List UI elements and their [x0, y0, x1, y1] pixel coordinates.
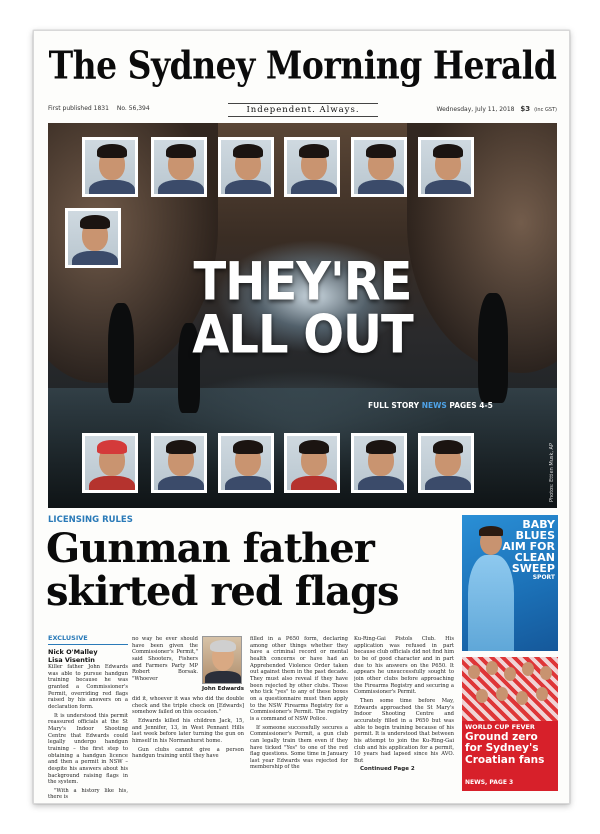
masthead	[48, 43, 557, 123]
boy-portrait	[418, 137, 474, 197]
paragraph: "With a history like his, there is	[48, 787, 128, 799]
boy-portrait	[151, 433, 207, 493]
boy-portrait	[218, 137, 274, 197]
paragraph: did it, whoever it was who did the double check and the triple check on [Edwards] somehow failed on this occasion."	[132, 696, 244, 716]
price-note: (inc GST)	[534, 107, 557, 113]
promo-line: AIM FOR	[502, 540, 555, 553]
paragraph: Killer father John Edwards was able to pursue handgun training because he was granted a Commissioner's Permit, overriding red flags raised by his answers on a declaration form.	[48, 664, 128, 710]
story-column-4	[354, 636, 454, 799]
promo-page-ref: NEWS, PAGE 3	[465, 779, 514, 786]
sport-promo[interactable]	[462, 515, 558, 651]
promo-line: SWEEP	[511, 562, 555, 575]
boy-portrait	[82, 137, 138, 197]
boy-portrait	[218, 433, 274, 493]
exclusive-label: EXCLUSIVE	[48, 634, 128, 645]
issue-number: No. 56,394	[116, 105, 150, 112]
promo-kicker: WORLD CUP FEVER	[465, 723, 535, 731]
masthead-tagline: Independent. Always.	[228, 103, 378, 117]
story-kicker: LICENSING RULES	[48, 515, 133, 525]
promo-line: BLUES	[515, 529, 555, 542]
price: $3	[520, 105, 531, 113]
paragraph: Ku-Ring-Gai Pistols Club. His application was refused in part because club officials did not find him to be of good character and in part due to his answers on the P650. It appears he unsuccessfully sought to join other clubs before approaching the Firearms Registry and securing a Commissioner's Permit.	[354, 636, 454, 696]
paragraph: Edwards killed his children Jack, 15, and Jennifer, 13, in West Pennant Hills last week before later turning the gun on himself in his Normanhurst home.	[132, 717, 244, 744]
paragraph: It is understood this permit reassured officials at the St Mary's Indoor Shooting Centre that Edwards could legally undergo handgun training – the first step to obtaining a handgun licence and then a permit in NSW – despite his answers about his background raising flags in the system.	[48, 712, 128, 786]
photo-headline-line1: THEY'RE	[193, 251, 412, 313]
photo-headline-line2: ALL OUT	[192, 304, 413, 366]
promo-headline: Ground zero for Sydney's Croatian fans	[465, 731, 545, 766]
boy-portrait	[351, 433, 407, 493]
promo-line: CLEAN	[514, 551, 555, 564]
boy-portrait	[284, 433, 340, 493]
boy-portrait	[82, 433, 138, 493]
paragraph: no way he ever should have been given the Commissioner's Permit," said Shooters, Fishers and Farmers Party MP Robert Borsak. "Whoever	[132, 636, 198, 682]
issue-date: Wednesday, July 11, 2018	[436, 106, 515, 113]
boy-portrait	[351, 137, 407, 197]
story-headline: Gunman father skirted red flags	[46, 525, 399, 616]
author-name: Nick O'Malley	[48, 648, 98, 656]
continued-link[interactable]: Continued Page 2	[360, 766, 415, 773]
cave-rescue-photo	[48, 123, 557, 508]
paragraph: Gun clubs cannot give a person handgun training until they have	[132, 746, 244, 760]
promo-section: SPORT	[532, 574, 555, 581]
john-edwards-photo	[202, 636, 242, 684]
photo-caption: John Edwards	[202, 686, 244, 692]
story-column-2b	[132, 696, 244, 799]
first-published: First published 1831	[48, 105, 109, 112]
promo-line: BABY	[522, 518, 555, 531]
masthead-title: The Sydney Morning Herald	[48, 43, 557, 88]
paragraph: Then some time before May, Edwards approached the St Mary's Indoor Shooting Centre and accurately filled in a P650 but was able to begin training because of his permit. It is understood that between his attempt to join the Ku-Ring-Gai club and his application for a permit, 10 years had lapsed since his AVO. But	[354, 697, 454, 764]
paragraph: If someone successfully secures a Commissioner's Permit, a gun club can legally train them even if they have ticked "Yes" to one of the red flag questions. Some time in January last year Edwards was rejected for membership of the	[250, 724, 348, 771]
byline	[48, 634, 128, 665]
story-column-1	[48, 664, 128, 799]
boy-portrait	[284, 137, 340, 197]
full-story-ref: FULL STORY NEWS PAGES 4-5	[368, 401, 493, 410]
paragraph: filled in a P650 form, declaring among other things whether they have a criminal record or mental health concerns or have had an Apprehended Violence Order taken out against them in the past decade. They must also reveal if they have been rejected by other clubs. Those who tick "yes" to any of these boxes on a questionnaire must then apply to the NSW Firearms Registry for a Commissioner's Permit. The registry is a command of NSW Police.	[250, 636, 348, 722]
world-cup-promo[interactable]	[462, 657, 558, 791]
story-column-3	[250, 636, 348, 799]
author-name: Lisa Visentin	[48, 656, 95, 665]
boy-portrait	[418, 433, 474, 493]
newspaper-front-page	[33, 30, 570, 804]
photo-credit: Photos: Ettien Musk, AP	[549, 443, 555, 503]
boy-portrait	[151, 137, 207, 197]
